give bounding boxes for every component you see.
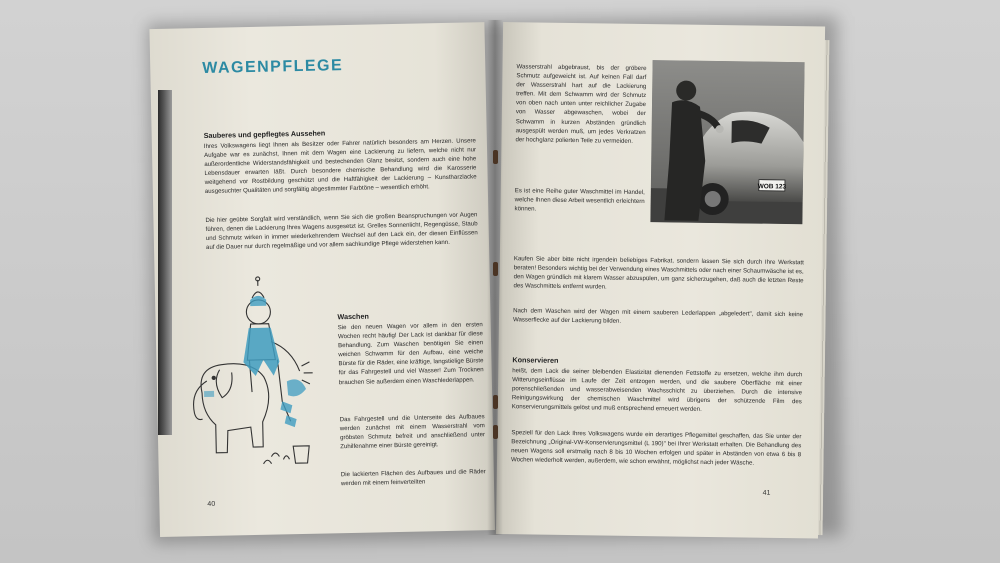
license-plate: WOB 123 bbox=[757, 183, 787, 191]
paragraph-konservieren-1: heißt, dem Lack die seiner bleibenden Elastizität dienenden Fettstoffe zu ersetzen, welche ihm durch Witterungseinflüsse im Laufe der Zeit entzogen werden, und die saubere Oberfläche mit einer porenschließenden und wasserabweisenden Wachsschicht zu überziehen. Durch die intensive Reinigungswirkung der chemischen Waschmittel wird übrigens der schützende Film des Konservierungsmittels gelöst und muß entsprechend erneuert werden. bbox=[511, 367, 803, 414]
section-title-aussehen: Sauberes und gepflegtes Aussehen bbox=[203, 128, 326, 141]
paragraph-konservieren-2: Speziell für den Lack Ihres Volkswagens wurde ein derartiges Pflegemittel geschaffen, das Sie unter der Bezeichnung „Original-VW-Konservierungsmittel (L 190)" bei Ihrer Werkstatt erhalten. Die Behandlung des neuen Wagens soll erstmalig nach 8 bis 10 Wochen erfolgen und später in Abständen von etwa 6 bis 8 Wochen wiederholt werden, außerdem, wie schon erwähnt, möglichst nach jeder Wäsche. bbox=[510, 429, 802, 467]
paragraph-waschen-2: Das Fahrgestell und die Unterseite des Aufbaues werden zunächst mit einem Wasserstrahl vom gröbsten Schmutz befreit und anschließend unter Zuhilfenahme einer Bürste gereinigt. bbox=[339, 413, 486, 451]
page-number-left: 40 bbox=[207, 500, 216, 509]
paragraph-aussehen-2: Die hier geübte Sorgfalt wird verständlich, wenn Sie sich die großen Beanspruchungen vor Augen führen, denen die Lackierung Ihres Wagens ausgesetzt ist. Grelles Sonnenlicht, Regengüsse, Staub und Schmutz wirken in immer wiederkehrendem Wechsel auf den Lack ein, der diesen Einflüssen auf die Dauer nur durch regelmäßige und vor allem sachkundige Pflege widerstehen kann. bbox=[205, 211, 478, 252]
elephant-washer-icon bbox=[180, 270, 334, 483]
paragraph-abledern: Nach dem Waschen wird der Wagen mit einem sauberen Lederlappen „abgeledert", damit sich keine Wasserflecke auf der Lackierung bilden. bbox=[512, 307, 804, 325]
staple-top bbox=[493, 150, 498, 164]
paragraph-waschen-1: Sie den neuen Wagen vor allem in den ersten Wochen recht häufig! Der Lack ist dankbar für diese Behandlung. Zum Waschen benötigen Sie einen weichen Schwamm für den Aufbau, eine weiche Bürste für die Räder, eine kräftige, langstielige Bürste für das Fahrgestell und viel Wasser! Zum Trocknen brauchen Sie außerdem einen Waschlederlappen. bbox=[337, 321, 484, 386]
paragraph-waschen-3: Die lackierten Flächen des Aufbaues und die Räder werden mit einem feinverteilten bbox=[340, 468, 486, 488]
section-title-waschen: Waschen bbox=[337, 311, 369, 322]
staple-bottom bbox=[493, 395, 498, 409]
paragraph-waschmittel: Es ist eine Reihe guter Waschmittel im Handel, welche Ihnen diese Arbeit wesentlich erleichtern können. bbox=[514, 187, 645, 213]
section-title-konservieren: Konservieren bbox=[512, 355, 559, 365]
left-page bbox=[149, 22, 495, 537]
staple-middle bbox=[493, 262, 498, 276]
right-page bbox=[496, 22, 825, 538]
left-page-edge bbox=[158, 90, 172, 435]
staple-lower bbox=[493, 425, 498, 439]
page-heading: WAGENPFLEGE bbox=[202, 57, 344, 78]
paragraph-fabrikat: Kaufen Sie aber bitte nicht irgendein beliebiges Fabrikat, sondern lassen Sie sich durch Ihre Werkstatt beraten! Besonders wichtig bei der Verwendung eines Waschmittels oder nach einer Schaumwäsche ist es, den Wagen gründlich mit klarem Wasser abzuspülen, um ganz sicherzugehen, daß auch die letzten Reste des Waschmittels entfernt wurden. bbox=[513, 255, 804, 291]
paragraph-wasserstrahl: Wasserstrahl abgebraust, bis der gröbere Schmutz aufgeweicht ist. Auf keinen Fall darf der Wasserstrahl hart auf die Lackierung treffen. Mit dem Schwamm wird der Schmutz von oben nach unten unter reichlicher Zugabe von Wasser abgewaschen, wobei der Schwamm in kurzen Abständen gründlich ausgespült werden muß, um jedes Verkratzen der hochglanz polierten Teile zu vermeiden. bbox=[515, 63, 647, 145]
page-number-right: 41 bbox=[762, 489, 771, 497]
washing-illustration bbox=[180, 270, 334, 483]
paragraph-aussehen-1: Ihres Volkswagens liegt Ihnen als Besitzer oder Fahrer natürlich besonders am Herzen. Unsere Aufgabe war es zunächst, Ihnen mit dem Wagen eine Lackierung zu liefern, welche nicht nur außerordentliche Widerstandsfähigkeit und bestechenden Glanz besitzt, sondern auch eine hohe Lebensdauer erwarten läßt. Durch besondere chemische Behandlung wird die Karosserie weitgehend vor Rostbildung geschützt und die Haftfähigkeit der Lackierung – Kunstharzlacke ausgesuchter Qualitäten und sorgfältig abgestimmter Farbtöne – wesentlich erhöht. bbox=[203, 137, 477, 196]
car-washing-photo bbox=[650, 60, 804, 224]
book-spine bbox=[487, 20, 503, 535]
